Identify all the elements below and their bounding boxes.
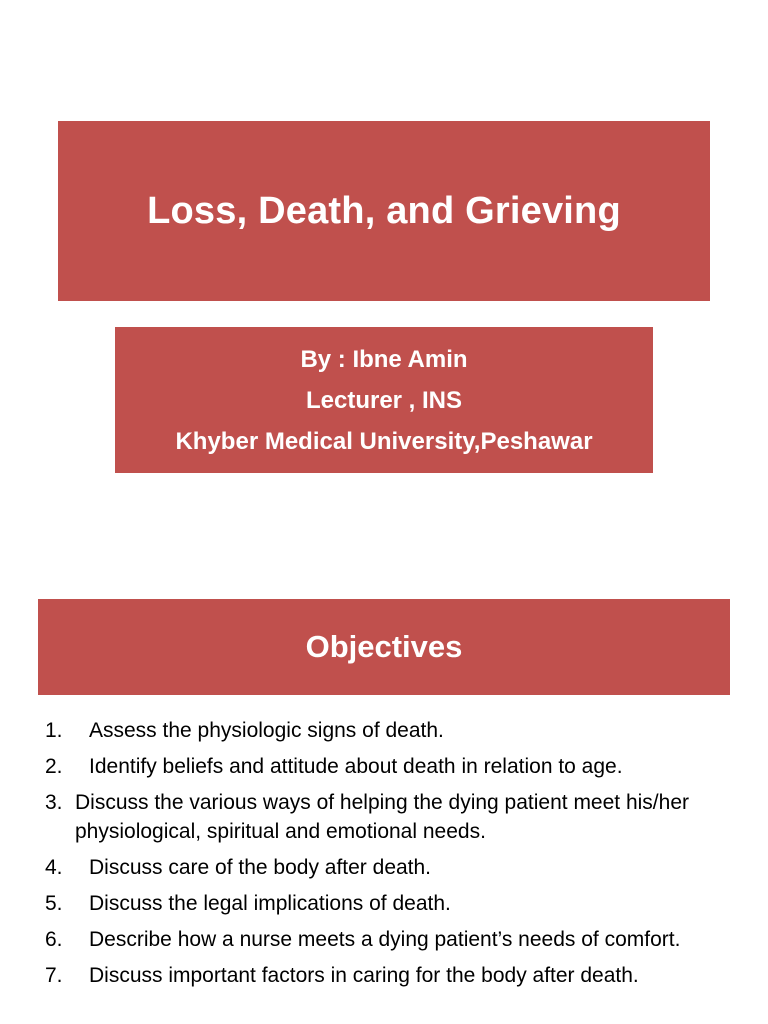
list-item <box>0 853 768 882</box>
page-title: Loss, Death, and Grieving <box>147 189 621 232</box>
author-position: Lecturer , INS <box>305 386 463 414</box>
list-item-number: 2. <box>45 755 63 778</box>
list-item-number: 1. <box>45 719 63 742</box>
objectives-heading: Objectives <box>305 629 463 664</box>
list-item-text: Identify beliefs and attitude about death in relation to age. <box>89 755 623 778</box>
list-item-number: 5. <box>45 892 63 915</box>
list-item <box>0 889 768 918</box>
list-item <box>0 961 768 990</box>
list-item-text: Discuss important factors in caring for the body after death. <box>89 964 639 987</box>
list-item-text: Assess the physiologic signs of death. <box>89 719 444 742</box>
title-banner <box>58 121 710 301</box>
list-item-text: Discuss the legal implications of death. <box>89 892 451 915</box>
author-banner <box>115 327 653 473</box>
list-item <box>0 925 768 954</box>
list-item-text: Discuss the various ways of helping the dying patient meet his/her physiological, spiritual and emotional needs. <box>75 791 689 843</box>
list-item <box>0 752 768 781</box>
list-item-number: 6. <box>45 928 63 951</box>
list-item-number: 7. <box>45 964 63 987</box>
author-institution: Khyber Medical University,Peshawar <box>175 427 593 455</box>
objectives-list <box>0 716 768 997</box>
list-item-text: Discuss care of the body after death. <box>89 856 432 879</box>
list-item <box>0 716 768 745</box>
list-item-number: 4. <box>45 856 63 879</box>
list-item-text: Describe how a nurse meets a dying patient’s needs of comfort. <box>89 928 681 951</box>
objectives-banner <box>38 599 730 695</box>
list-item-number: 3. <box>45 791 63 814</box>
list-item <box>0 788 768 846</box>
author-name: By : Ibne Amin <box>300 345 468 373</box>
